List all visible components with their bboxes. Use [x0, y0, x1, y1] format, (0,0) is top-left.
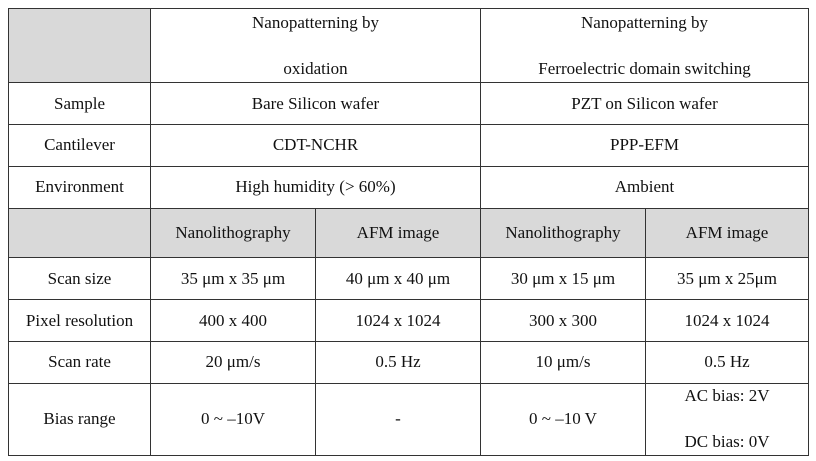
- table-cell: 1024 x 1024: [646, 300, 809, 342]
- cell-ferroelectric: PZT on Silicon wafer: [481, 83, 809, 125]
- table-cell: 0 ~ –10 V: [481, 383, 646, 455]
- subheader-cell: AFM image: [646, 208, 809, 258]
- header-oxidation-line-2: oxidation: [283, 58, 348, 78]
- row-label: Scan size: [9, 258, 151, 300]
- table-cell: 30 μm x 15 μm: [481, 258, 646, 300]
- table-cell: 1024 x 1024: [316, 300, 481, 342]
- table-cell: 40 μm x 40 μm: [316, 258, 481, 300]
- row-bias-range: [9, 383, 809, 455]
- table-cell: 35 μm x 25μm: [646, 258, 809, 300]
- cell-oxidation: CDT-NCHR: [151, 125, 481, 167]
- table-cell: 35 μm x 35 μm: [151, 258, 316, 300]
- row-label: Bias range: [9, 383, 151, 455]
- header-ferroelectric-line-2: Ferroelectric domain switching: [538, 58, 751, 78]
- row-label: Scan rate: [9, 341, 151, 383]
- table-cell-bias-afm: [646, 383, 809, 455]
- header-corner-cell: [9, 9, 151, 83]
- header-ferroelectric: [481, 9, 809, 83]
- row-label: Pixel resolution: [9, 300, 151, 342]
- row-scan-rate: [9, 341, 809, 383]
- table-cell: 0 ~ –10V: [151, 383, 316, 455]
- header-ferroelectric-line-1: Nanopatterning by: [581, 12, 708, 32]
- row-label: Cantilever: [9, 125, 151, 167]
- table-cell: 300 x 300: [481, 300, 646, 342]
- table-cell: 400 x 400: [151, 300, 316, 342]
- subheader-corner-cell: [9, 208, 151, 258]
- cell-ferroelectric: PPP-EFM: [481, 125, 809, 167]
- row-environment: [9, 166, 809, 208]
- row-scan-size: [9, 258, 809, 300]
- row-sample: [9, 83, 809, 125]
- cell-oxidation: Bare Silicon wafer: [151, 83, 481, 125]
- row-label: Environment: [9, 166, 151, 208]
- row-pixel-resolution: [9, 300, 809, 342]
- cell-oxidation: High humidity (> 60%): [151, 166, 481, 208]
- row-cantilever: [9, 125, 809, 167]
- table-cell: 0.5 Hz: [316, 341, 481, 383]
- table-cell: -: [316, 383, 481, 455]
- header-row: [9, 9, 809, 83]
- subheader-cell: Nanolithography: [151, 208, 316, 258]
- table-cell: 0.5 Hz: [646, 341, 809, 383]
- table-cell: 10 μm/s: [481, 341, 646, 383]
- subheader-row: [9, 208, 809, 258]
- subheader-cell: AFM image: [316, 208, 481, 258]
- subheader-cell: Nanolithography: [481, 208, 646, 258]
- row-label: Sample: [9, 83, 151, 125]
- header-oxidation-line-1: Nanopatterning by: [252, 12, 379, 32]
- header-oxidation: [151, 9, 481, 83]
- parameters-table: [8, 8, 809, 456]
- table-cell: 20 μm/s: [151, 341, 316, 383]
- cell-ferroelectric: Ambient: [481, 166, 809, 208]
- dc-bias-value: DC bias: 0V: [684, 432, 770, 452]
- ac-bias-value: AC bias: 2V: [684, 386, 770, 406]
